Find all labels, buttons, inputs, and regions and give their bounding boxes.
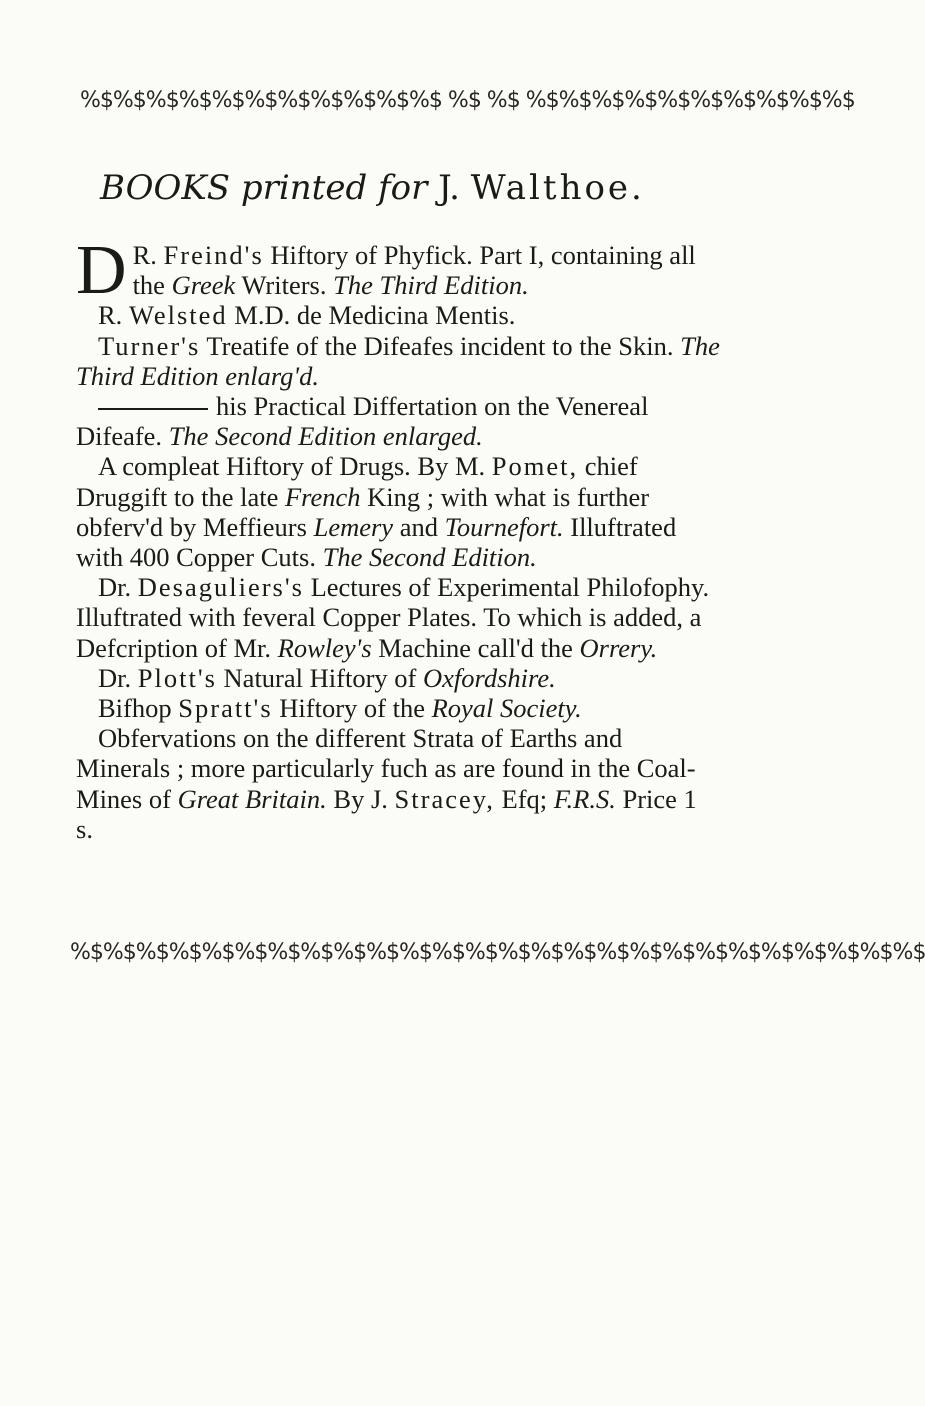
entry-text: Hiftory of the	[272, 693, 432, 724]
entry-italic: Greek	[171, 270, 236, 301]
entry-text: Efq;	[494, 783, 554, 814]
entry-edition: The Second Edition enlarged.	[168, 421, 483, 452]
list-item	[76, 693, 720, 723]
entry-author: Freind's	[163, 240, 264, 270]
page-heading	[100, 168, 700, 208]
top-ornament-band: %$%$%$%$%$%$%$%$%$%$%$ %$ %$ %$%$%$%$%$%$%$%$%$%$	[80, 88, 855, 113]
entry-text: Machine call'd the	[371, 632, 580, 663]
entry-author: Pomet,	[491, 451, 579, 482]
entry-italic: F.R.S.	[553, 783, 616, 814]
entry-text: Dr.	[98, 572, 138, 603]
entry-italic: Lemery	[313, 511, 394, 542]
entry-italic: Great Britain.	[177, 783, 327, 814]
heading-books: BOOKS	[100, 168, 231, 208]
entry-author: Stracey,	[394, 783, 495, 814]
entry-author: Desaguliers's	[137, 572, 304, 603]
entry-edition: The Third Edition.	[333, 270, 529, 301]
entry-author: Plott's	[137, 662, 217, 693]
entry-text: R.	[132, 240, 164, 270]
ditto-dash	[98, 408, 208, 410]
entry-text: Obfervations on the different Strata of Earths and Minerals ; more particularly fuch as are found in the Coal-Mines of	[76, 723, 696, 814]
list-item	[76, 391, 720, 451]
entry-italic: Rowley's	[277, 632, 372, 663]
entry-text: A compleat Hiftory of Drugs. By M.	[98, 451, 492, 482]
entry-text: King ; with what is further obferv'd by Meffieurs	[76, 481, 650, 542]
bottom-ornament-band: %$%$%$%$%$%$%$%$%$%$%$%$%$%$%$%$%$%$%$%$%$%$%$%$%$%$	[70, 940, 925, 965]
list-item	[76, 232, 720, 309]
list-item	[76, 331, 720, 391]
entry-text: his Practical Differtation on the Venereal Difeafe.	[76, 391, 649, 452]
heading-initial: J.	[438, 168, 460, 208]
list-item	[76, 300, 720, 330]
list-item	[76, 723, 720, 844]
entry-edition: The Second Edition.	[322, 542, 537, 573]
heading-printed-for: printed for	[240, 168, 428, 208]
entry-text: M.D. de Medicina Mentis.	[227, 300, 516, 331]
entry-text: Writers.	[235, 270, 334, 301]
entry-text: Hiftory of Phyfick. Part I, containing all the	[132, 240, 696, 301]
entry-text: Lectures of Experimental Philofophy. Illuftrated with feveral Copper Plates. To which is added, a Defcription of Mr.	[76, 572, 710, 663]
entry-italic: Tournefort.	[444, 511, 564, 542]
entry-text: Natural Hiftory of	[216, 662, 423, 693]
heading-publisher-name: Walthoe.	[470, 168, 645, 208]
entry-text: Treatife of the Difeafes incident to the Skin.	[200, 330, 681, 361]
entry-text: and	[393, 511, 445, 542]
entry-italic: Oxfordshire.	[422, 662, 556, 693]
entry-italic: Royal Society.	[431, 693, 582, 724]
list-item	[76, 663, 720, 693]
list-item	[76, 572, 720, 663]
book-list	[76, 232, 720, 844]
entry-text: chief Druggift to the late	[76, 451, 638, 512]
entry-italic: French	[285, 481, 361, 512]
entry-text: By J.	[326, 783, 395, 814]
entry-author: Spratt's	[178, 693, 273, 724]
list-item	[76, 451, 720, 572]
entry-text: Price 1 s.	[76, 783, 697, 844]
entry-edition: The Third Edition enlarg'd.	[76, 330, 720, 391]
entry-author: Turner's	[98, 330, 201, 361]
entry-text: R.	[98, 300, 129, 331]
entry-italic: Orrery.	[579, 632, 658, 663]
entry-text: Dr.	[98, 662, 138, 693]
entry-author: Welsted	[128, 300, 228, 331]
entry-text: Illuftrated with 400 Copper Cuts.	[76, 511, 677, 573]
drop-cap: D	[76, 232, 127, 309]
entry-text: Bifhop	[98, 693, 179, 724]
